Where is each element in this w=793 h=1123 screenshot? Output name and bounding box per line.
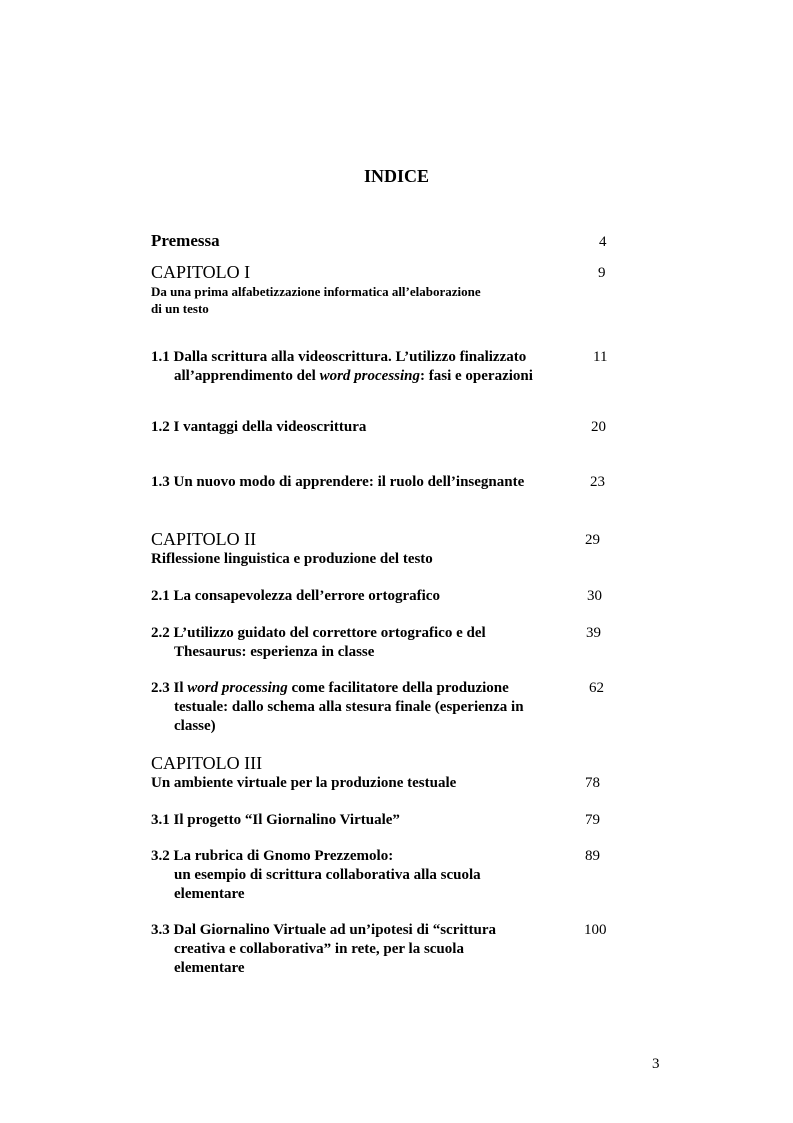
toc-line: 3.3 Dal Giornalino Virtuale ad un’ipotesi di “scrittura	[151, 922, 497, 938]
toc-section-1-3-page: 23	[590, 474, 605, 490]
toc-section-2-3	[151, 679, 524, 736]
toc-cap1: CAPITOLO I	[151, 262, 251, 282]
toc-section-1-1-page: 11	[593, 349, 608, 365]
toc-section-3-1-page: 79	[585, 812, 600, 828]
toc-cap3-subtitle: Un ambiente virtuale per la produzione testuale	[151, 775, 457, 791]
toc-cap1-subtitle-2: di un testo	[151, 301, 209, 316]
toc-section-1-2-page: 20	[591, 419, 606, 435]
toc-cap2-subtitle: Riflessione linguistica e produzione del testo	[151, 551, 433, 567]
toc-line: creativa e collaborativa” in rete, per la scuola	[174, 941, 464, 957]
toc-section-3-2-page: 89	[585, 848, 600, 864]
toc-line: 3.2 La rubrica di Gnomo Prezzemolo:	[151, 848, 394, 864]
toc-cap1-page: 9	[598, 265, 606, 281]
toc-section-1-1	[151, 348, 533, 386]
toc-section-1-2: 1.2 I vantaggi della videoscrittura	[151, 419, 367, 435]
page-title: INDICE	[363, 166, 429, 186]
toc-text: : fasi e operazioni	[420, 368, 533, 384]
toc-section-2-2	[151, 624, 486, 662]
toc-cap2-page: 29	[585, 532, 600, 548]
toc-line: un esempio di scrittura collaborativa alla scuola	[174, 867, 481, 883]
toc-section-3-1: 3.1 Il progetto “Il Giornalino Virtuale”	[151, 812, 400, 828]
toc-section-2-3-page: 62	[589, 680, 604, 696]
toc-text: 2.3 Il	[151, 680, 188, 696]
toc-line: 1.1 Dalla scrittura alla videoscrittura. L’utilizzo finalizzato	[151, 349, 527, 365]
toc-line: classe)	[174, 718, 216, 734]
toc-section-2-1: 2.1 La consapevolezza dell’errore ortografico	[151, 588, 440, 604]
toc-section-3-3-page: 100	[584, 922, 607, 938]
toc-line	[151, 367, 533, 386]
toc-text: all’apprendimento del	[174, 368, 320, 384]
toc-cap1-subtitle: Da una prima alfabetizzazione informatica all’elaborazione	[151, 284, 481, 299]
toc-cap2: CAPITOLO II	[151, 529, 257, 549]
toc-section-2-2-page: 39	[586, 625, 601, 641]
toc-premessa-page: 4	[599, 234, 607, 250]
toc-italic-text: word processing	[319, 368, 421, 384]
toc-line: 2.2 L’utilizzo guidato del correttore ortografico e del	[151, 625, 486, 641]
toc-line	[151, 680, 509, 696]
toc-italic-text: word processing	[187, 680, 288, 696]
toc-line: testuale: dallo schema alla stesura finale (esperienza in	[174, 699, 524, 715]
toc-section-3-3	[151, 921, 496, 978]
toc-text: come facilitatore della produzione	[287, 680, 509, 696]
toc-section-2-1-page: 30	[587, 588, 602, 604]
toc-premessa: Premessa	[151, 231, 220, 250]
toc-section-3-2	[151, 847, 481, 904]
toc-cap3: CAPITOLO III	[151, 753, 263, 773]
toc-cap3-page: 78	[585, 775, 600, 791]
toc-section-1-3: 1.3 Un nuovo modo di apprendere: il ruolo dell’insegnante	[151, 474, 525, 490]
toc-line: elementare	[174, 960, 245, 976]
toc-line: elementare	[174, 886, 245, 902]
toc-line: Thesaurus: esperienza in classe	[174, 644, 375, 660]
page-number: 3	[652, 1056, 660, 1072]
